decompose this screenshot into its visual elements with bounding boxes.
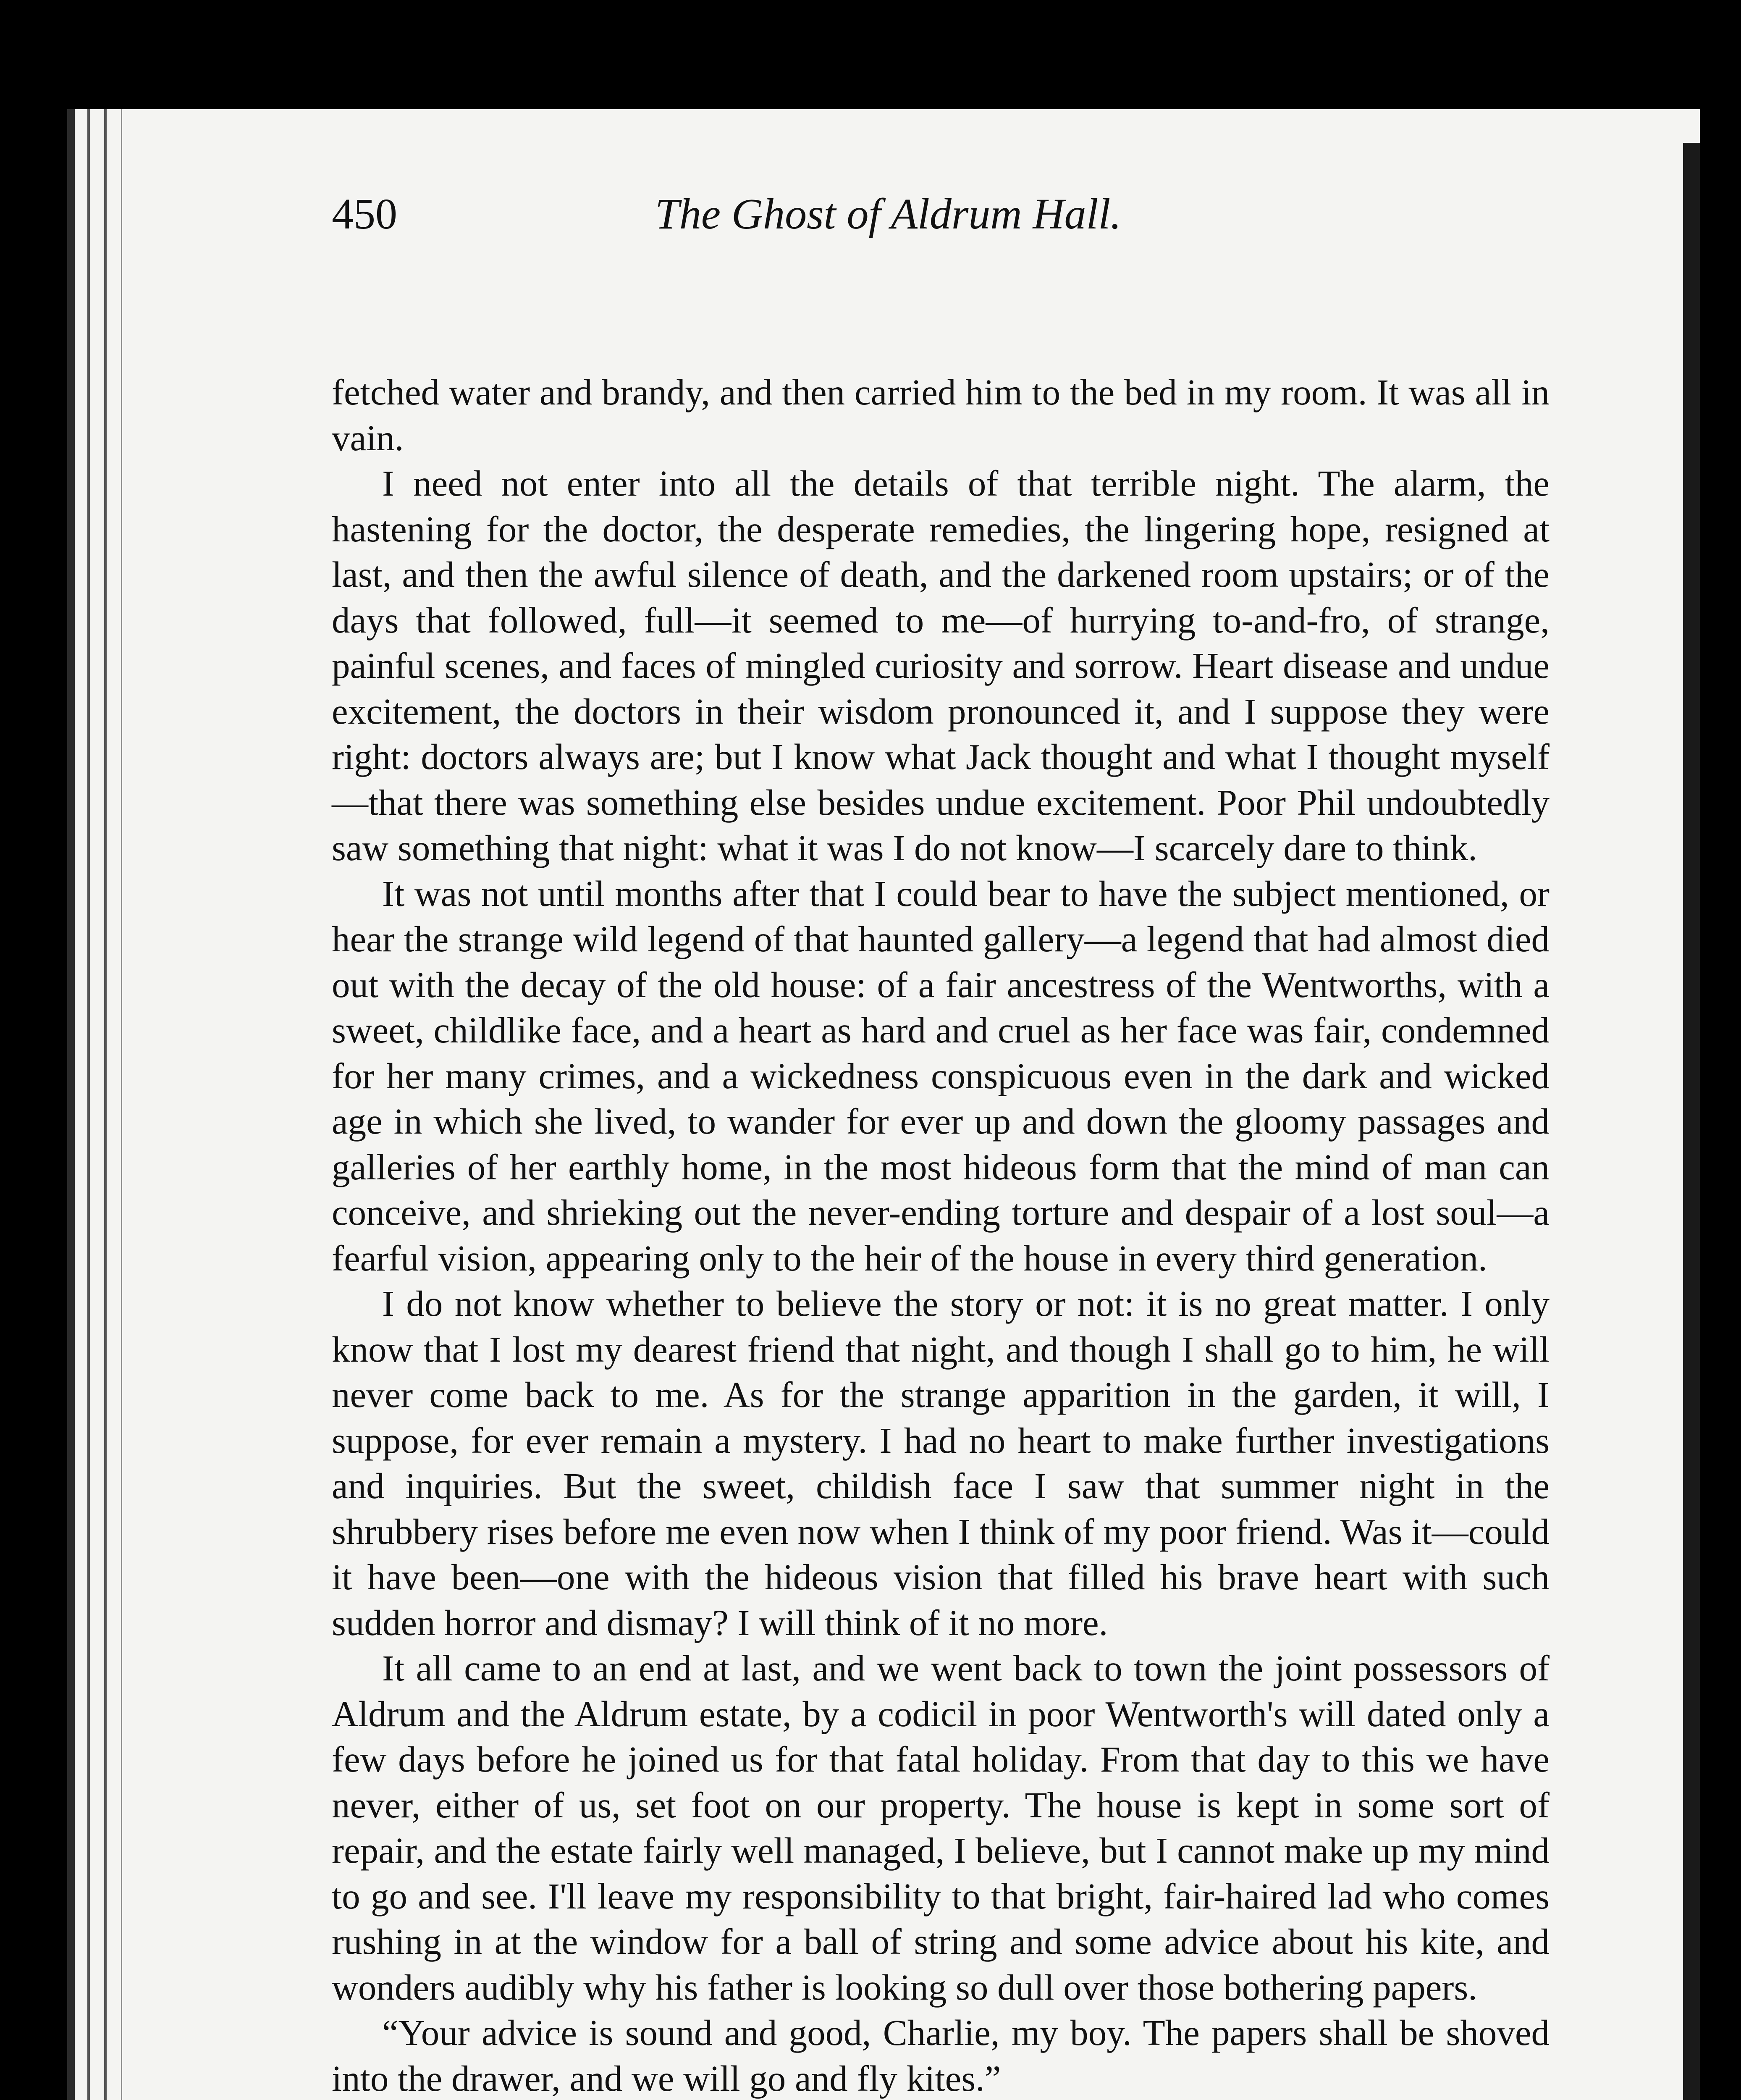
running-head bbox=[332, 176, 1550, 252]
gutter-shadow bbox=[104, 109, 107, 2100]
gutter-shadow bbox=[121, 109, 122, 2100]
gutter-shadow bbox=[87, 109, 90, 2100]
body-text bbox=[332, 370, 1550, 2100]
page-number: 450 bbox=[332, 190, 397, 238]
paragraph: “Your advice is sound and good, Charlie, my boy. The papers shall be shoved into the drawer, and we will go and fly kites.” bbox=[332, 2012, 1550, 2099]
paragraph: I do not know whether to believe the story or not: it is no great matter. I only know that I lost my dearest friend that night, and though I shall go to him, he will never come back to me. As for the strange apparition in the garden, it will, I suppose, for ever remain a mystery. I had no heart to make further investigations and inquiries. But the sweet, childish face I saw that summer night in the shrubbery rises before me even now when I think of my poor friend. Was it—could it have been—one with the hideous vision that filled his brave heart with such sudden horror and dismay? I will think of it no more. bbox=[332, 1283, 1550, 1643]
paragraph: It was not until months after that I could bear to have the subject mentioned, or hear the strange wild legend of that haunted gallery—a legend that had almost died out with the decay of the old house: of a fair ancestress of the Wentworths, with a sweet, childlike face, and a heart as hard and cruel as her face was fair, condemned for her many crimes, and a wickedness conspicuous even in the dark and wicked age in which she lived, to wander for ever up and down the gloomy passages and galleries of her earthly home, in the most hideous form that the mind of man can conceive, and shrieking out the never-ending torture and despair of a lost soul—a fearful vision, appearing only to the heir of the house in every third generation. bbox=[332, 873, 1550, 1278]
paragraph: It all came to an end at last, and we went back to town the joint possessors of Aldrum and the Aldrum estate, by a codicil in poor Wentworth's will dated only a few days before he joined us for that fatal holiday. From that day to this we have never, either of us, set foot on our property. The house is kept in some sort of repair, and the estate fairly well managed, I believe, but I cannot make up my mind to go and see. I'll leave my responsibility to that bright, fair-haired lad who comes rushing in at the window for a ball of string and some advice about his kite, and wonders audibly why his father is looking so dull over those bothering papers. bbox=[332, 1648, 1550, 2008]
running-title: The Ghost of Aldrum Hall. bbox=[655, 190, 1122, 238]
paragraph: I need not enter into all the details of that terrible night. The alarm, the hastening for the doctor, the desperate remedies, the lingering hope, resigned at last, and then the awful silence of death, and the darkened room upstairs; or of the days that followed, full—it seemed to me—of hurrying to-and-fro, of strange, painful scenes, and faces of mingled curiosity and sorrow. Heart disease and undue excitement, the doctors in their wisdom pronounced it, and I suppose they were right: doctors always are; but I know what Jack thought and what I thought myself—that there was something else besides undue excitement. Poor Phil undoubtedly saw something that night: what it was I do not know—I scarcely dare to think. bbox=[332, 463, 1550, 868]
page-edge-shadow bbox=[1683, 143, 1700, 2100]
paragraph: fetched water and brandy, and then carried him to the bed in my room. It was all in vain. bbox=[332, 372, 1550, 458]
